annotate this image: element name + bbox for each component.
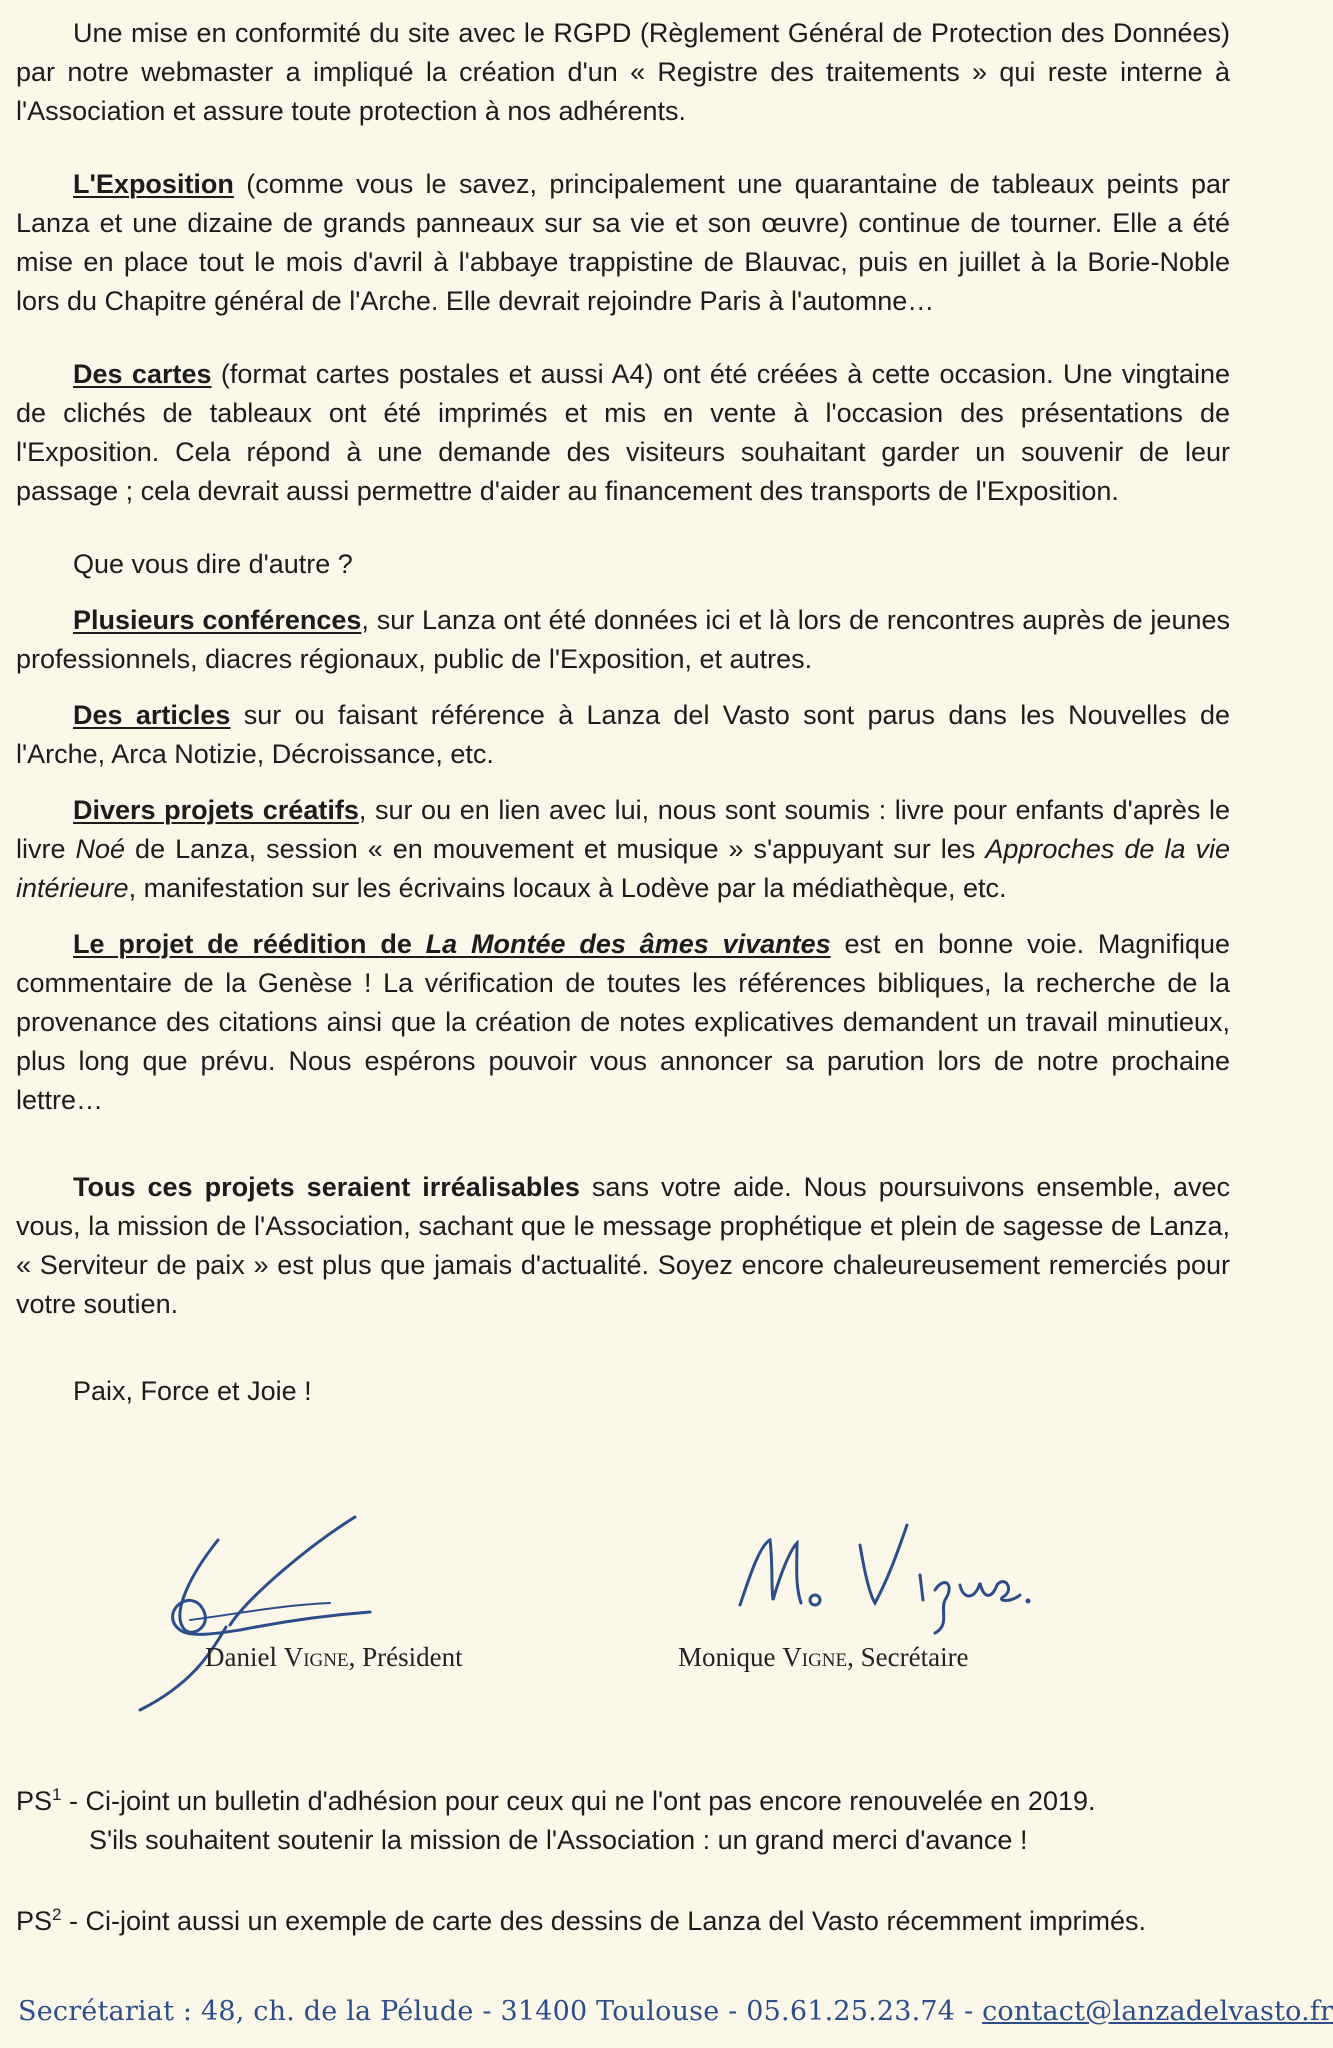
reedition-text: est en bonne voie. Magnifique commentaire de la Genèse ! La vérification de toutes les références bibliques, la recherche de la provenance des citations ainsi que la création de notes explicatives demandent un travail minutieux, plus long que prévu. Nous espérons pouvoir vous annoncer sa parution lors de notre prochaine lettre…	[16, 929, 1230, 1115]
heading-conferences: Plusieurs conférences	[73, 605, 362, 635]
closing-text: Paix, Force et Joie !	[73, 1376, 312, 1406]
paragraph-reedition	[16, 925, 1230, 1120]
ps2-text: - Ci-joint aussi un exemple de carte des dessins de Lanza del Vasto récemment imprimés.	[61, 1906, 1146, 1936]
paragraph-projets-aide	[16, 1168, 1230, 1324]
heading-projets: Divers projets créatifs	[73, 795, 359, 825]
title-noe: Noé	[75, 834, 126, 864]
title-approches: Approches de la vie intérieure	[16, 834, 1230, 903]
signatory-left	[205, 1642, 463, 1673]
signature-monique-icon	[735, 1505, 1035, 1635]
signatory-right	[678, 1642, 969, 1673]
paragraph-rgpd	[16, 14, 1230, 131]
exposition-text: (comme vous le savez, principalement une quarantaine de tableaux peints par Lanza et une dizaine de grands panneaux sur sa vie et son œuvre) continue de tourner. Elle a été mise en place tout le mois d'avril à l'abbaye trappistine de Blauvac, puis en juillet à la Borie-Noble lors du Chapitre général de l'Arche. Elle devrait rejoindre Paris à l'automne…	[16, 169, 1230, 316]
signature-daniel-icon	[130, 1505, 490, 1725]
paragraph-question	[16, 545, 1230, 584]
closing	[16, 1372, 1230, 1411]
heading-reedition: Le projet de réédition de	[73, 929, 426, 959]
ps1-text: - Ci-joint un bulletin d'adhésion pour ceux qui ne l'ont pas encore renouvelée en 2019.	[61, 1786, 1096, 1816]
postscript-2	[16, 1902, 1230, 1941]
signatory-left-last: Vigne	[283, 1642, 349, 1672]
projets-text-3: , manifestation sur les écrivains locaux à Lodève par la médiathèque, etc.	[128, 873, 1007, 903]
paragraph-cartes	[16, 355, 1230, 511]
ps1-line-2: S'ils souhaitent soutenir la mission de l'Association : un grand merci d'avance !	[89, 1825, 1028, 1855]
paragraph-conferences	[16, 601, 1230, 679]
signatory-right-role: , Secrétaire	[847, 1642, 969, 1672]
rgpd-text: Une mise en conformité du site avec le RGPD (Règlement Général de Protection des Données) par notre webmaster a impliqué la création d'un « Registre des traitements » qui reste interne à l'Association et assure toute protection à nos adhérents.	[16, 18, 1230, 126]
ps2-line-1	[16, 1902, 1230, 1941]
ps1-label: PS	[16, 1786, 53, 1816]
conferences-text: , sur Lanza ont été données ici et là lors de rencontres auprès de jeunes professionnels, diacres régionaux, public de l'Exposition, et autres.	[16, 605, 1230, 674]
signatory-left-role: , Président	[348, 1642, 463, 1672]
footer-contact	[18, 1996, 1333, 2027]
heading-irrealisables: Tous ces projets seraient irréalisables	[73, 1172, 580, 1202]
signatures	[0, 1500, 1250, 1730]
aide-text: sans votre aide. Nous poursuivons ensemble, avec vous, la mission de l'Association, sachant que le message prophétique et plein de sagesse de Lanza, « Serviteur de paix » est plus que jamais d'actualité. Soyez encore chaleureusement remerciés pour votre soutien.	[16, 1172, 1230, 1319]
heading-exposition: L'Exposition	[73, 169, 234, 199]
postscript-1	[16, 1782, 1230, 1860]
ps1-sup: 1	[52, 1785, 62, 1804]
projets-text-1: , sur ou en lien avec lui, nous sont soumis : livre pour enfants d'après le livre	[16, 795, 1230, 864]
articles-text: sur ou faisant référence à Lanza del Vasto sont parus dans les Nouvelles de l'Arche, Arca Notizie, Décroissance, etc.	[16, 700, 1230, 769]
paragraph-projets	[16, 791, 1230, 908]
signatory-right-last: Vigne	[782, 1642, 848, 1672]
signatory-left-first: Daniel	[205, 1642, 284, 1672]
heading-articles: Des articles	[73, 700, 231, 730]
signatory-right-first: Monique	[678, 1642, 783, 1672]
title-montee: La Montée des âmes vivantes	[425, 929, 831, 959]
footer-address: Secrétariat : 48, ch. de la Pélude - 31400 Toulouse - 05.61.25.23.74 -	[18, 1996, 983, 2027]
heading-cartes: Des cartes	[73, 359, 212, 389]
ps1-line-1	[16, 1782, 1230, 1821]
projets-text-2: de Lanza, session « en mouvement et musique » s'appuyant sur les	[125, 834, 986, 864]
paragraph-exposition	[16, 165, 1230, 321]
ps2-sup: 2	[52, 1905, 62, 1924]
letter-body	[16, 14, 1230, 1411]
question-text: Que vous dire d'autre ?	[73, 549, 353, 579]
cartes-text: (format cartes postales et aussi A4) ont été créées à cette occasion. Une vingtaine de clichés de tableaux ont été imprimés et mis en vente à l'occasion des présentations de l'Exposition. Cela répond à une demande des visiteurs souhaitant garder un souvenir de leur passage ; cela devrait aussi permettre d'aider au financement des transports de l'Exposition.	[16, 359, 1230, 506]
ps2-label: PS	[16, 1906, 53, 1936]
footer-email-link[interactable]: contact@lanzadelvasto.fr	[982, 1996, 1333, 2027]
paragraph-articles	[16, 696, 1230, 774]
